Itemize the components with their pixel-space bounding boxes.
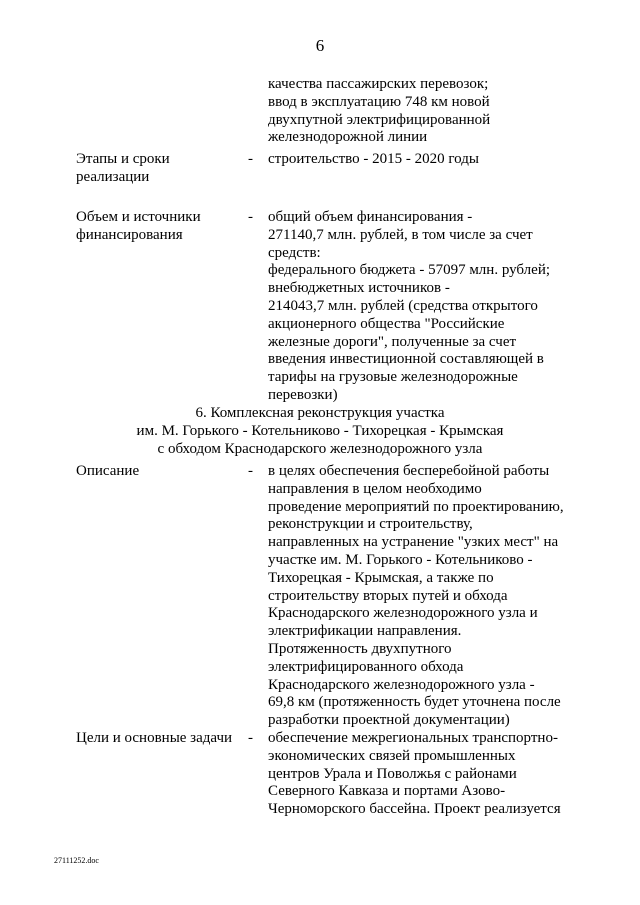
label-line: финансирования — [76, 226, 183, 243]
text-line: электрифицированного обхода — [268, 658, 464, 675]
financing-dash: - — [248, 209, 253, 225]
goals-value — [268, 730, 598, 819]
text-line: Черноморского бассейна. Проект реализуется — [268, 801, 561, 818]
label-line: Описание — [76, 463, 140, 479]
goals-label — [76, 730, 232, 748]
text-line: общий объем финансирования - — [268, 209, 473, 225]
page-number: 6 — [315, 36, 325, 55]
text-line: Тихорецкая - Крымская, а также по — [268, 569, 494, 586]
text-line: двухпутной электрифицированной — [268, 111, 491, 128]
text-line: Протяженность двухпутного — [268, 640, 452, 657]
text-line: экономических связей промышленных — [268, 747, 516, 764]
description-dash: - — [248, 463, 253, 479]
stages-dash: - — [248, 151, 253, 167]
text-line: строительство - 2015 - 2020 годы — [268, 151, 479, 167]
text-line: железные дороги", полученные за счет — [268, 333, 517, 350]
heading-line: им. М. Горького - Котельниково - Тихорецкая - Крымская — [136, 422, 504, 439]
text-line: 214043,7 млн. рублей (средства открытого — [268, 297, 538, 314]
text-line: строительству вторых путей и обхода — [268, 587, 508, 604]
text-line: электрификации направления. — [268, 623, 462, 640]
text-line: в целях обеспечения бесперебойной работы — [268, 463, 550, 479]
text-line: Северного Кавказа и портами Азово- — [268, 783, 506, 800]
label-line: Объем и источники — [76, 209, 201, 225]
text-line: федерального бюджета - 57097 млн. рублей; — [268, 262, 551, 279]
label-line: реализации — [76, 168, 150, 185]
text-line: ввод в эксплуатацию 748 км новой — [268, 93, 490, 110]
text-line: направления в целом необходимо — [268, 480, 482, 497]
text-line: разработки проектной документации) — [268, 712, 510, 729]
text-line: обеспечение межрегиональных транспортно- — [268, 730, 558, 746]
financing-label — [76, 209, 201, 245]
financing-value — [268, 209, 598, 405]
section-heading — [0, 405, 640, 458]
text-line: введения инвестиционной составляющей в — [268, 351, 544, 368]
text-line: центров Урала и Поволжья с районами — [268, 765, 517, 782]
text-line: 271140,7 млн. рублей, в том числе за счет — [268, 226, 533, 243]
continuation-text — [268, 76, 598, 147]
stages-value — [268, 151, 598, 169]
label-line: Этапы и сроки — [76, 151, 170, 167]
text-line: перевозки) — [268, 386, 338, 403]
text-line: направленных на устранение "узких мест" на — [268, 534, 559, 551]
text-line: реконструкции и строительству, — [268, 516, 473, 533]
text-line: участке им. М. Горького - Котельниково - — [268, 551, 533, 568]
goals-dash: - — [248, 730, 253, 746]
text-line: проведение мероприятий по проектированию, — [268, 498, 564, 515]
text-line: 69,8 км (протяженность будет уточнена после — [268, 694, 561, 711]
text-line: качества пассажирских перевозок; — [268, 76, 489, 92]
description-label — [76, 463, 139, 481]
text-line: Краснодарского железнодорожного узла и — [268, 605, 538, 622]
stages-label — [76, 151, 170, 187]
text-line: акционерного общества "Российские — [268, 315, 505, 332]
text-line: тарифы на грузовые железнодорожные — [268, 369, 518, 386]
heading-line: 6. Комплексная реконструкция участка — [195, 405, 445, 421]
label-line: Цели и основные задачи — [76, 730, 233, 746]
text-line: железнодорожной линии — [268, 129, 428, 146]
document-filename: 27111252.doc — [54, 856, 99, 865]
description-value — [268, 463, 598, 730]
text-line: внебюджетных источников - — [268, 280, 450, 297]
text-line: Краснодарского железнодорожного узла - — [268, 676, 535, 693]
heading-line: с обходом Краснодарского железнодорожного узла — [157, 440, 483, 457]
text-line: средств: — [268, 244, 321, 261]
